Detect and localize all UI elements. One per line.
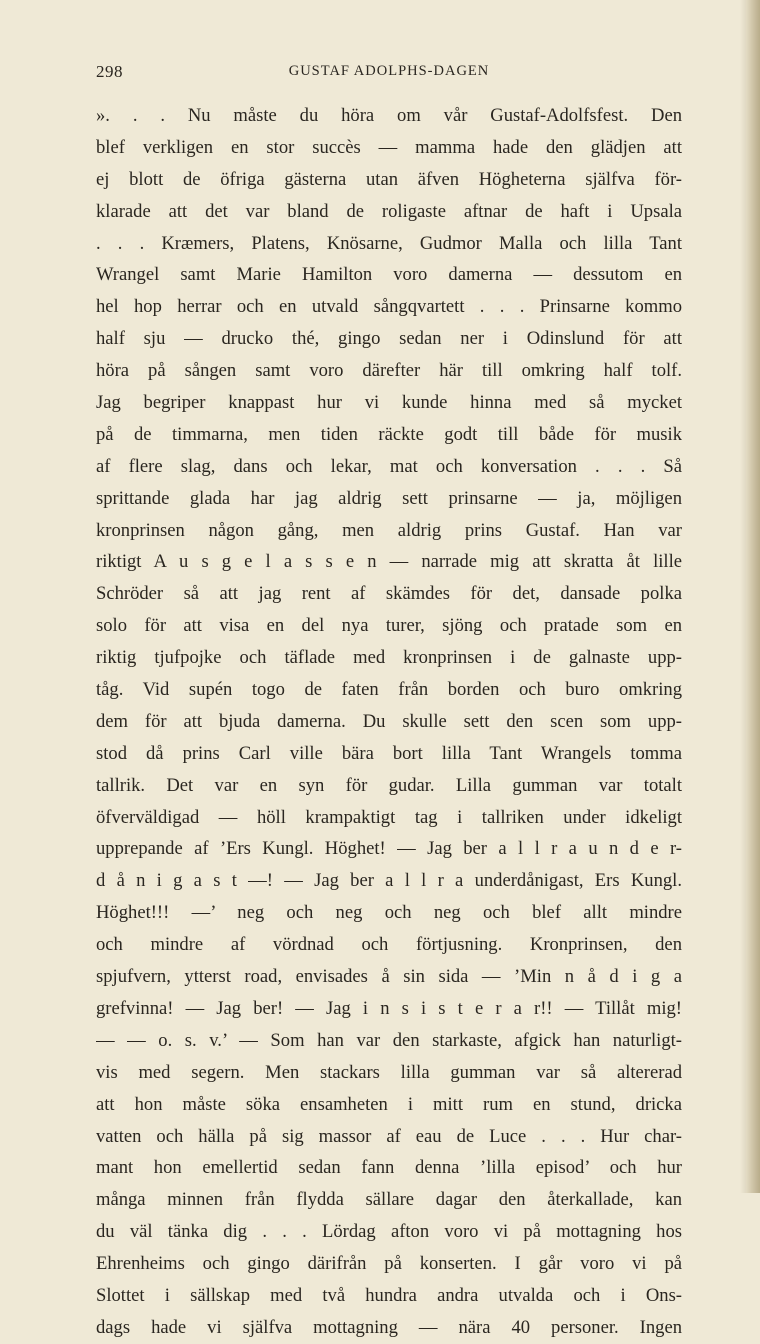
- text-line: riktigt A u s g e l a s s e n — narrade mig att skratta åt lille: [96, 551, 682, 573]
- page-number: 298: [96, 62, 123, 81]
- text-line: upprepande af ’Ers Kungl. Höghet! — Jag ber a l l r a u n d e r-: [96, 838, 682, 860]
- text-line: på de timmarna, men tiden räckte godt till både för musik: [96, 423, 682, 445]
- text-line: vis med segern. Men stackars lilla gumman var så altererad: [96, 1061, 682, 1083]
- page-edge: [746, 0, 760, 1193]
- text-line: spjufvern, ytterst road, envisades å sin sida — ’Min n å d i g a: [96, 966, 682, 988]
- text-line: — — o. s. v.’ — Som han var den starkaste, afgick han naturligt-: [96, 1029, 682, 1051]
- text-line: Höghet!!! —’ neg och neg och neg och blef allt mindre: [96, 902, 682, 924]
- text-line: solo för att visa en del nya turer, sjöng och pratade som en: [96, 615, 682, 637]
- text-line: Schröder så att jag rent af skämdes för det, dansade polka: [96, 583, 682, 605]
- page-header: [96, 62, 682, 88]
- text-line: d å n i g a s t —! — Jag ber a l l r a underdånigast, Ers Kungl.: [96, 870, 682, 892]
- text-line: mant hon emellertid sedan fann denna ’lilla episod’ och hur: [96, 1157, 682, 1179]
- text-line: ». . . Nu måste du höra om vår Gustaf-Adolfsfest. Den: [96, 105, 682, 126]
- text-line: höra på sången samt voro därefter här till omkring half tolf.: [96, 360, 682, 382]
- text-line: tåg. Vid supén togo de faten från borden och buro omkring: [96, 679, 682, 701]
- text-line: öfverväldigad — höll krampaktigt tag i tallriken under idkeligt: [96, 806, 682, 828]
- text-line: hel hop herrar och en utvald sångqvartett . . . Prinsarne kommo: [96, 296, 682, 318]
- text-line: sprittande glada har jag aldrig sett prinsarne — ja, möjligen: [96, 487, 682, 509]
- text-line: blef verkligen en stor succès — mamma hade den glädjen att: [96, 136, 682, 158]
- text-line: kronprinsen någon gång, men aldrig prins Gustaf. Han var: [96, 519, 682, 541]
- text-line: Slottet i sällskap med två hundra andra utvalda och i Ons-: [96, 1284, 682, 1306]
- text-line: grefvinna! — Jag ber! — Jag i n s i s t e r a r!! — Tillåt mig!: [96, 997, 682, 1019]
- text-line: att hon måste söka ensamheten i mitt rum en stund, dricka: [96, 1093, 682, 1115]
- text-line: dags hade vi själfva mottagning — nära 40 personer. Ingen: [96, 1316, 682, 1338]
- text-line: vatten och hälla på sig massor af eau de Luce . . . Hur char-: [96, 1125, 682, 1147]
- body-text: [96, 100, 682, 1344]
- text-line: tallrik. Det var en syn för gudar. Lilla gumman var totalt: [96, 774, 682, 796]
- text-line: och mindre af vördnad och förtjusning. Kronprinsen, den: [96, 934, 682, 956]
- text-line: riktig tjufpojke och täflade med kronprinsen i de galnaste upp-: [96, 647, 682, 669]
- text-line: half sju — drucko thé, gingo sedan ner i Odinslund för att: [96, 328, 682, 350]
- text-line: Wrangel samt Marie Hamilton voro damerna — dessutom en: [96, 264, 682, 286]
- text-line: Jag begriper knappast hur vi kunde hinna med så mycket: [96, 392, 682, 414]
- text-line: . . . Kræmers, Platens, Knösarne, Gudmor Malla och lilla Tant: [96, 232, 682, 254]
- text-line: af flere slag, dans och lekar, mat och konversation . . . Så: [96, 455, 682, 477]
- text-line: klarade att det var bland de roligaste aftnar de haft i Upsala: [96, 200, 682, 222]
- running-title: GUSTAF ADOLPHS-DAGEN: [288, 63, 490, 79]
- text-line: många minnen från flydda sällare dagar den återkallade, kan: [96, 1189, 682, 1211]
- text-line: du väl tänka dig . . . Lördag afton voro vi på mottagning hos: [96, 1221, 682, 1243]
- text-line: dem för att bjuda damerna. Du skulle sett den scen som upp-: [96, 710, 682, 732]
- text-line: ej blott de öfriga gästerna utan äfven Högheterna själfva för-: [96, 168, 682, 190]
- text-line: Ehrenheims och gingo därifrån på konserten. I går voro vi på: [96, 1253, 682, 1275]
- text-line: stod då prins Carl ville bära bort lilla Tant Wrangels tomma: [96, 742, 682, 764]
